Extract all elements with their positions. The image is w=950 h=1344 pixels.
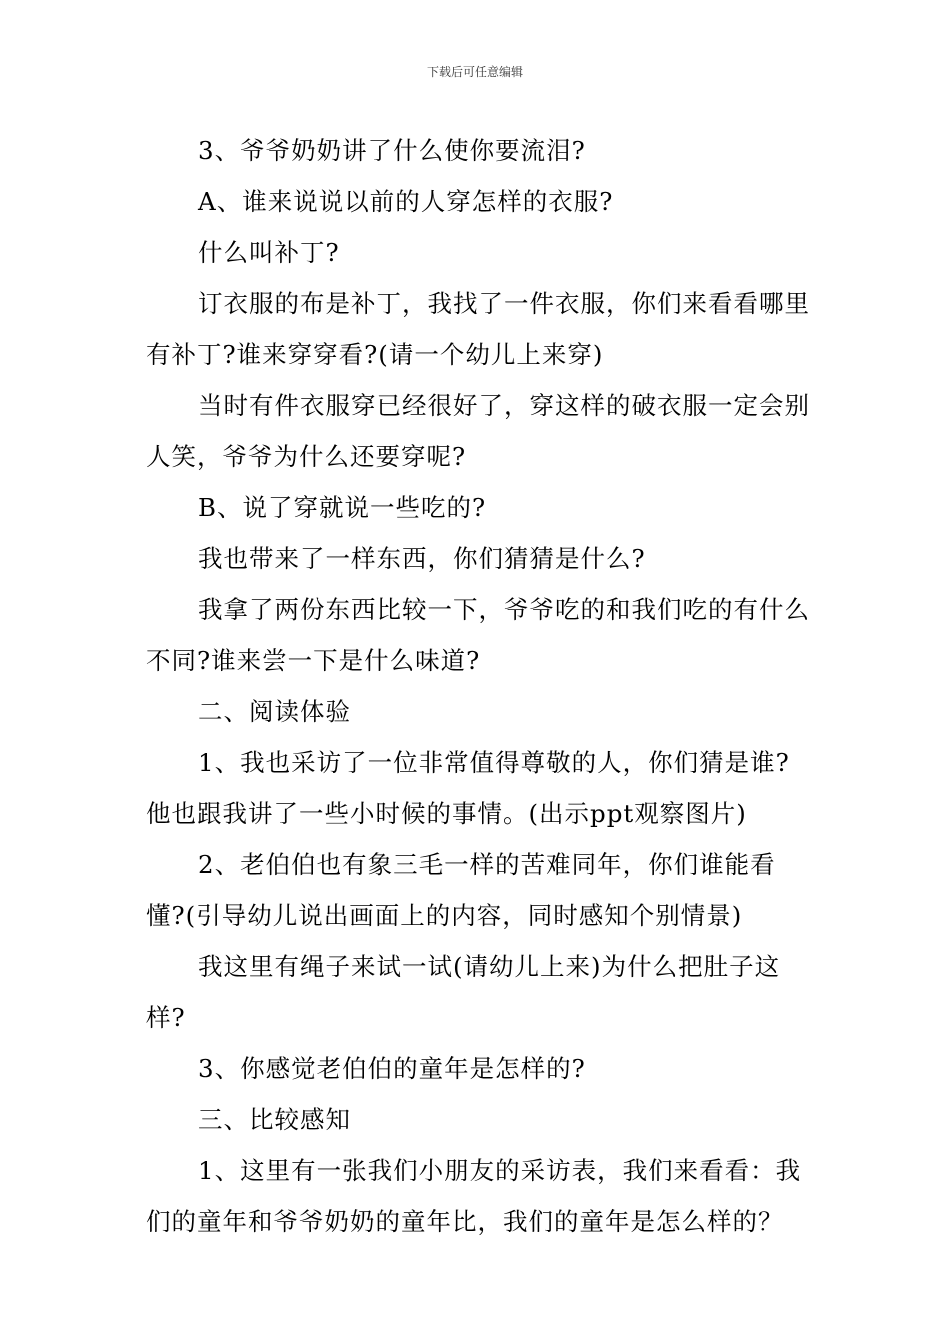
paragraph-1: 3、爷爷奶奶讲了什么使你要流泪? (198, 136, 586, 165)
paragraph-11: 2、老伯伯也有象三毛一样的苦难同年，你们谁能看懂?(引导幼儿说出画面上的内容，同时感知个别情景) (146, 850, 776, 930)
document-body (146, 125, 810, 1247)
paragraph-15: 1、这里有一张我们小朋友的采访表，我们来看看：我们的童年和爷爷奶奶的童年比，我们的童年是怎么样的？ (146, 1156, 802, 1236)
page-header: 下载后可任意编辑 (426, 65, 523, 79)
paragraph-13: 3、你感觉老伯伯的童年是怎样的? (198, 1054, 586, 1083)
section-heading-3: 三、比较感知 (198, 1105, 351, 1134)
section-heading-2: 二、阅读体验 (198, 697, 351, 726)
paragraph-10: 1、我也采访了一位非常值得尊敬的人，你们猜是谁?他也跟我讲了一些小时候的事情。(出示ppt观察图片) (146, 748, 790, 828)
paragraph-4: 订衣服的布是补丁，我找了一件衣服，你们来看看哪里有补丁?谁来穿穿看?(请一个幼儿上来穿) (146, 289, 810, 369)
paragraph-5: 当时有件衣服穿已经很好了，穿这样的破衣服一定会别人笑，爷爷为什么还要穿呢? (146, 391, 810, 471)
paragraph-3: 什么叫补丁? (198, 238, 340, 267)
paragraph-7: 我也带来了一样东西，你们猜猜是什么? (198, 544, 646, 573)
paragraph-8: 我拿了两份东西比较一下，爷爷吃的和我们吃的有什么不同?谁来尝一下是什么味道? (146, 595, 810, 675)
paragraph-12: 我这里有绳子来试一试(请幼儿上来)为什么把肚子这样? (146, 952, 781, 1032)
paragraph-6: B、说了穿就说一些吃的? (198, 493, 487, 522)
paragraph-2: A、谁来说说以前的人穿怎样的衣服? (198, 187, 614, 216)
